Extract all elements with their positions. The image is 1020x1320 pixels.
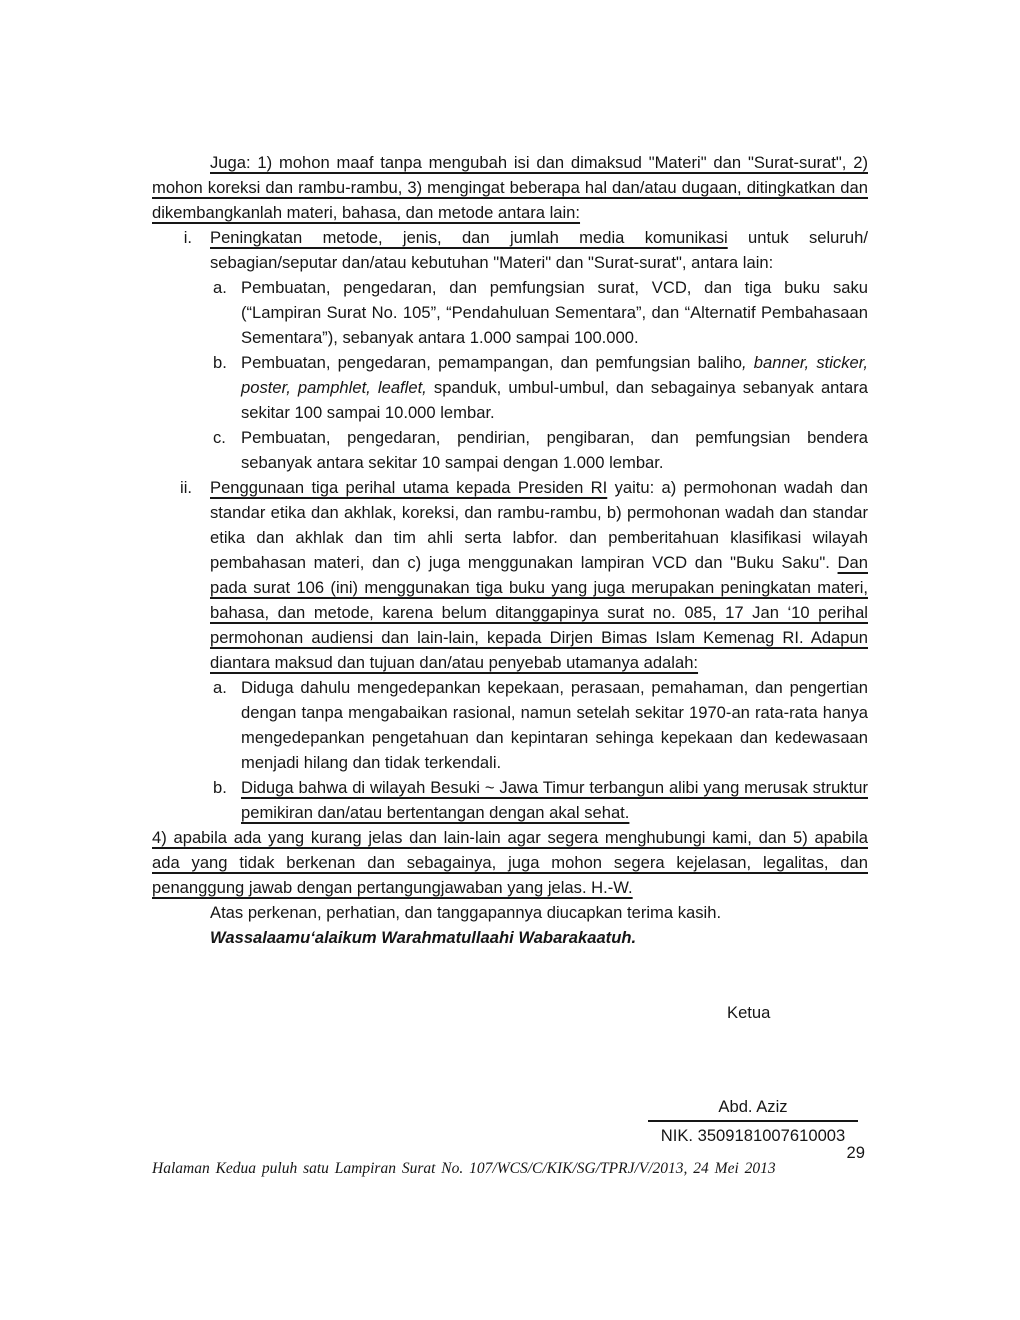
list-marker-b: b. <box>213 353 227 372</box>
paragraph-thanks: Atas perkenan, perhatian, dan tanggapannya diucapkan terima kasih. <box>210 903 722 922</box>
item-i-a-text: Pembuatan, pengedaran, dan pemfungsian surat, VCD, dan tiga buku saku (“Lampiran Surat No. 105”, “Pendahuluan Sementara”, dan “Alternatif Pembahasaan Sementara”), sebanyak antara 1.000 sampai 100.000. <box>241 278 868 347</box>
item-i-b-rest-text: spanduk, umbul-umbul, dan sebagainya sebanyak antara sekitar 100 sampai 10.000 lembar. <box>241 378 868 422</box>
item-ii-underlined-lead-text: Penggunaan tiga perihal utama kepada Presiden RI <box>210 478 608 497</box>
paragraph-salutation-closing: Wassalaamu‘alaikum Warahmatullaahi Wabarakaatuh. <box>210 928 637 947</box>
item-i-b-lead-text: Pembuatan, pengedaran, pemampangan, dan pemfungsian baliho <box>241 353 742 372</box>
item-ii-underlined-tail-text: Dan pada surat 106 (ini) menggunakan tiga buku yang juga merupakan peningkatan materi, bahasa, dan metode, karena belum ditanggapinya surat no. 085, 17 Jan ‘10 perihal permohonan audiensi dan lain-lain, kepada Dirjen Bimas Islam Kemenag RI. Adapun diantara maksud dan tujuan dan/atau penyebab utamanya adalah: <box>210 553 868 672</box>
list-marker-c: c. <box>213 428 226 447</box>
paragraph-intro: Juga: 1) mohon maaf tanpa mengubah isi dan dimaksud "Materi" dan "Surat-surat", 2) mohon koreksi dan rambu-rambu, 3) mengingat beberapa hal dan/atau dugaan, ditingkatkan dan dikembangkanlah materi, bahasa, dan metode antara lain: <box>152 153 868 222</box>
list-marker-a2: a. <box>213 678 227 697</box>
paragraph-numbered-notes: 4) apabila ada yang kurang jelas dan lain-lain agar segera menghubungi kami, dan 5) apabila ada yang tidak berkenan dan sebagainya, juga mohon segera kejelasan, legalitas, dan penanggung jawab dengan pertangungjawaban yang jelas. H.-W. <box>152 828 868 897</box>
list-marker-a: a. <box>213 278 227 297</box>
list-item-ii-a <box>152 675 868 775</box>
item-ii-middle-text: yaitu: a) permohonan wadah dan standar etika dan akhlak, koreksi, dan rambu-rambu, b) permohonan wadah dan standar etika dan akhlak dan tim ahli serta labfor. dan pemberitahuan klasifikasi wilayah pembahasan materi, dan c) juga menggunakan lampiran VCD dan "Buku Saku". <box>210 478 869 572</box>
item-i-underlined-text: Peningkatan metode, jenis, dan jumlah media komunikasi <box>210 228 728 247</box>
list-marker-b2: b. <box>213 778 227 797</box>
item-i-b-italic-text: , banner, sticker, poster, pamphlet, leaflet, <box>241 353 868 397</box>
list-item-i-a <box>152 275 868 350</box>
item-ii-a-text: Diduga dahulu mengedepankan kepekaan, perasaan, pemahaman, dan pengertian dengan tanpa mengabaikan rasional, namun setelah sekitar 1970-an rata-rata hanya mengedepankan pengetahuan dan kepintaran sehinga kepekaan dan kedewasaan menjadi hilang dan tidak terkendali. <box>241 678 868 772</box>
page-number: 29 <box>846 1143 865 1162</box>
item-i-c-text: Pembuatan, pengedaran, pendirian, pengibaran, dan pemfungsian bendera sebanyak antara sekitar 10 sampai dengan 1.000 lembar. <box>241 428 868 472</box>
list-marker-ii: ii. <box>180 478 192 497</box>
list-item-i <box>152 225 868 275</box>
list-item-ii <box>152 475 868 675</box>
list-item-ii-b <box>152 775 868 825</box>
signer-nik: NIK. 3509181007610003 <box>660 1126 846 1145</box>
signer-name: Abd. Aziz <box>648 1095 858 1122</box>
item-i-text: untuk seluruh/ sebagian/seputar dan/atau kebutuhan "Materi" dan "Surat-surat", antara lain: <box>210 228 868 272</box>
signer-title: Ketua <box>727 1003 771 1022</box>
list-marker-i: i. <box>183 228 192 247</box>
letter-body <box>152 150 868 950</box>
list-item-i-b <box>152 350 868 425</box>
item-ii-b-underlined-text: Diduga bahwa di wilayah Besuki ~ Jawa Timur terbangun alibi yang merusak struktur pemikiran dan/atau bertentangan dengan akal sehat. <box>241 778 868 822</box>
footer-note: Halaman Kedua puluh satu Lampiran Surat No. 107/WCS/C/KIK/SG/TPRJ/V/2013, 24 Mei 2013 <box>152 1160 776 1177</box>
signature-block <box>648 1095 858 1148</box>
list-item-i-c <box>152 425 868 475</box>
